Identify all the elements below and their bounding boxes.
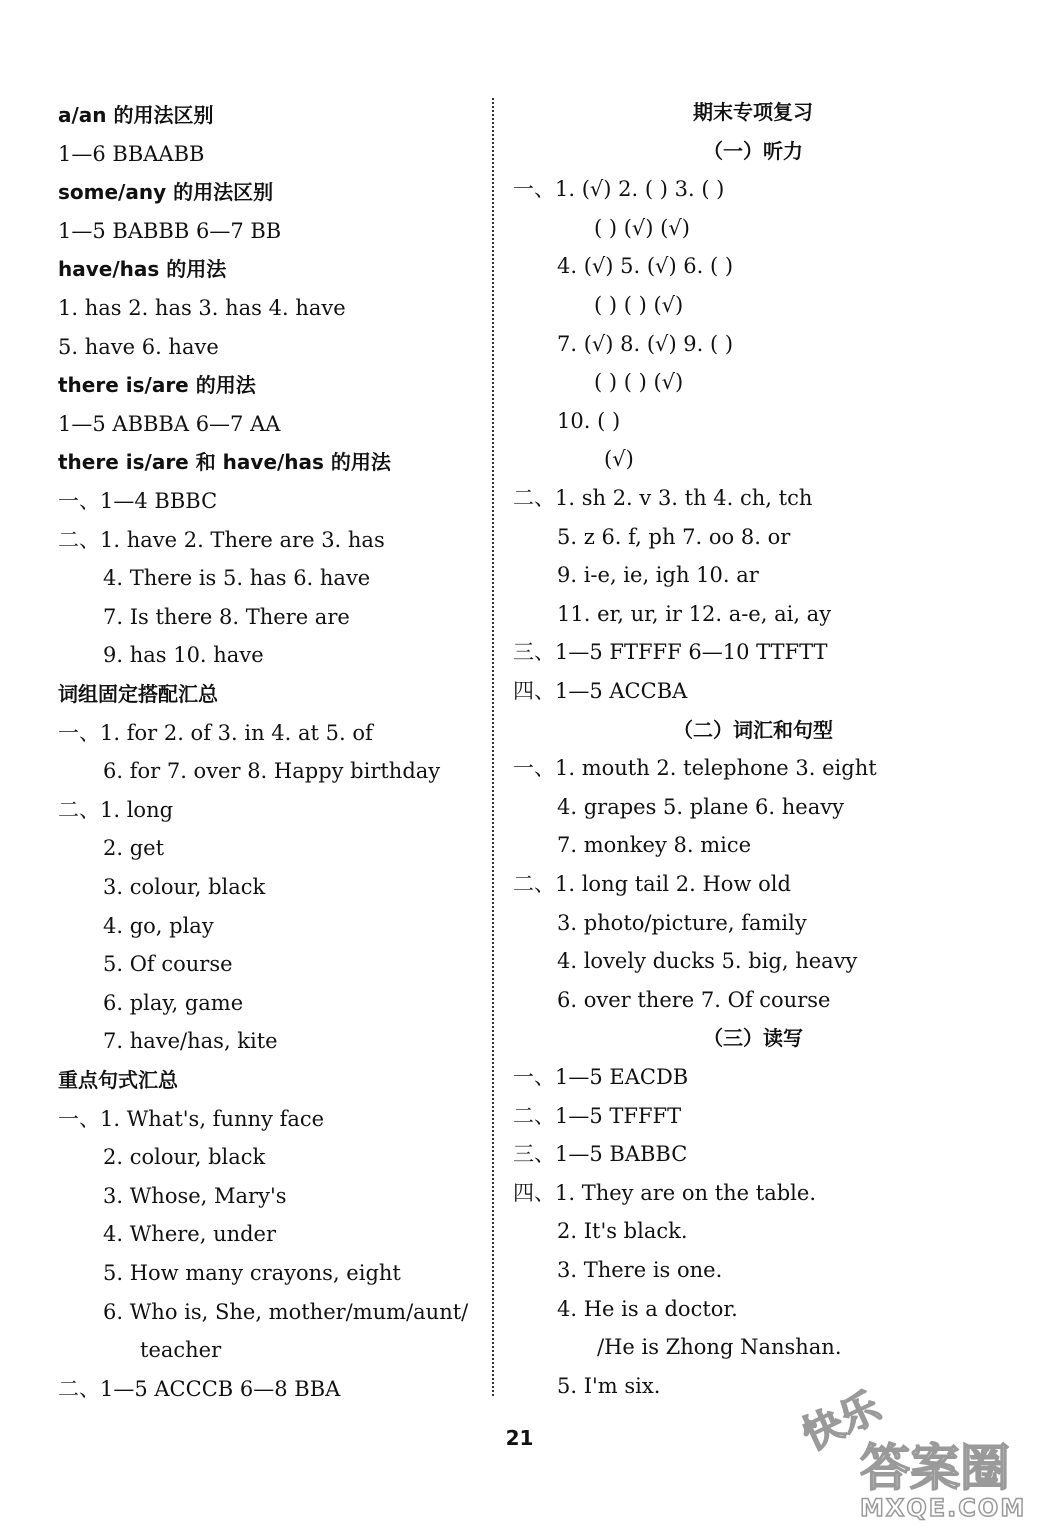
watermark-logo — [790, 1383, 1030, 1530]
left-line-9: there is/are 和 have/has 的用法 — [58, 450, 391, 475]
left-line-26: 一、1. What's, funny face — [58, 1106, 325, 1131]
left-line-15: 词组固定搭配汇总 — [58, 682, 218, 706]
right-line-27: 三、1—5 BABBC — [513, 1142, 688, 1167]
right-line-19: 7. monkey 8. mice — [557, 833, 752, 858]
right-line-12: 9. i-e, ie, igh 10. ar — [557, 563, 759, 588]
right-line-28: 四、1. They are on the table. — [513, 1180, 817, 1205]
left-line-28: 3. Whose, Mary's — [103, 1183, 287, 1208]
right-line-5: ( ) ( ) (√) — [594, 293, 684, 317]
watermark-main-text: 答案圈 — [860, 1439, 1010, 1497]
left-line-24: 7. have/has, kite — [103, 1029, 278, 1054]
right-line-16: （二）词汇和句型 — [673, 717, 833, 742]
left-line-1: 1—6 BBAABB — [58, 141, 205, 166]
watermark-top-text: 快乐 — [795, 1383, 888, 1460]
right-line-10: 二、1. sh 2. v 3. th 4. ch, tch — [513, 486, 813, 510]
right-line-4: 4. (√) 5. (√) 6. ( ) — [557, 254, 734, 279]
left-line-18: 二、1. long — [58, 797, 174, 822]
right-line-18: 4. grapes 5. plane 6. heavy — [557, 794, 844, 819]
left-line-8: 1—5 ABBBA 6—7 AA — [58, 411, 281, 436]
left-line-25: 重点句式汇总 — [58, 1068, 178, 1092]
right-line-30: 3. There is one. — [557, 1258, 723, 1282]
right-line-6: 7. (√) 8. (√) 9. ( ) — [557, 331, 734, 356]
left-line-5: 1. has 2. has 3. has 4. have — [58, 296, 346, 320]
left-line-0: a/an 的用法区别 — [58, 103, 214, 127]
left-line-33: 二、1—5 ACCCB 6—8 BBA — [58, 1376, 341, 1401]
right-line-22: 4. lovely ducks 5. big, heavy — [557, 949, 858, 974]
right-line-23: 6. over there 7. Of course — [557, 987, 831, 1012]
left-line-23: 6. play, game — [103, 990, 244, 1015]
right-line-31: 4. He is a doctor. — [557, 1296, 738, 1321]
right-line-3: ( ) (√) (√) — [594, 215, 690, 240]
left-line-11: 二、1. have 2. There are 3. has — [58, 527, 385, 552]
right-line-14: 三、1—5 FTFFF 6—10 TTFTT — [513, 640, 828, 665]
left-line-2: some/any 的用法区别 — [58, 180, 274, 205]
right-line-0: 期末专项复习 — [693, 100, 813, 124]
right-line-25: 一、1—5 EACDB — [513, 1065, 689, 1089]
right-line-21: 3. photo/picture, family — [557, 910, 807, 935]
right-line-2: 一、1. (√) 2. ( ) 3. ( ) — [513, 177, 725, 202]
left-line-27: 2. colour, black — [103, 1145, 266, 1170]
right-line-1: （一）听力 — [703, 138, 803, 163]
left-line-10: 一、1—4 BBBC — [58, 489, 218, 513]
left-line-29: 4. Where, under — [103, 1222, 277, 1247]
left-line-7: there is/are 的用法 — [58, 373, 256, 398]
right-line-8: 10. ( ) — [557, 408, 621, 433]
page-number: 21 — [505, 1426, 534, 1450]
right-line-33: 5. I'm six. — [557, 1373, 661, 1398]
left-line-17: 6. for 7. over 8. Happy birthday — [103, 759, 441, 784]
left-line-19: 2. get — [103, 836, 165, 861]
left-line-21: 4. go, play — [103, 913, 214, 938]
left-line-31: 6. Who is, She, mother/mum/aunt/ — [103, 1299, 469, 1324]
column-divider — [492, 98, 494, 1396]
right-line-15: 四、1—5 ACCBA — [513, 679, 688, 703]
right-line-17: 一、1. mouth 2. telephone 3. eight — [513, 756, 877, 781]
left-line-3: 1—5 BABBB 6—7 BB — [58, 218, 282, 243]
right-line-13: 11. er, ur, ir 12. a-e, ai, ay — [557, 601, 832, 626]
left-line-22: 5. Of course — [103, 952, 233, 977]
left-line-6: 5. have 6. have — [58, 334, 219, 359]
left-line-32: teacher — [140, 1338, 222, 1363]
right-line-20: 二、1. long tail 2. How old — [513, 872, 791, 896]
right-line-11: 5. z 6. f, ph 7. oo 8. or — [557, 524, 791, 549]
left-line-4: have/has 的用法 — [58, 257, 227, 282]
watermark-url-text: MXQE.COM — [860, 1494, 1027, 1522]
left-line-14: 9. has 10. have — [103, 643, 264, 668]
left-line-30: 5. How many crayons, eight — [103, 1261, 401, 1285]
left-line-20: 3. colour, black — [103, 875, 266, 899]
right-line-32: /He is Zhong Nanshan. — [597, 1335, 842, 1360]
right-line-26: 二、1—5 TFFFT — [513, 1103, 682, 1128]
right-line-7: ( ) ( ) (√) — [594, 370, 684, 395]
right-line-9: (√) — [604, 447, 634, 472]
left-line-13: 7. Is there 8. There are — [103, 604, 350, 629]
right-line-24: （三）读写 — [703, 1026, 803, 1051]
left-line-16: 一、1. for 2. of 3. in 4. at 5. of — [58, 720, 373, 745]
right-line-29: 2. It's black. — [557, 1219, 688, 1244]
left-line-12: 4. There is 5. has 6. have — [103, 566, 371, 591]
